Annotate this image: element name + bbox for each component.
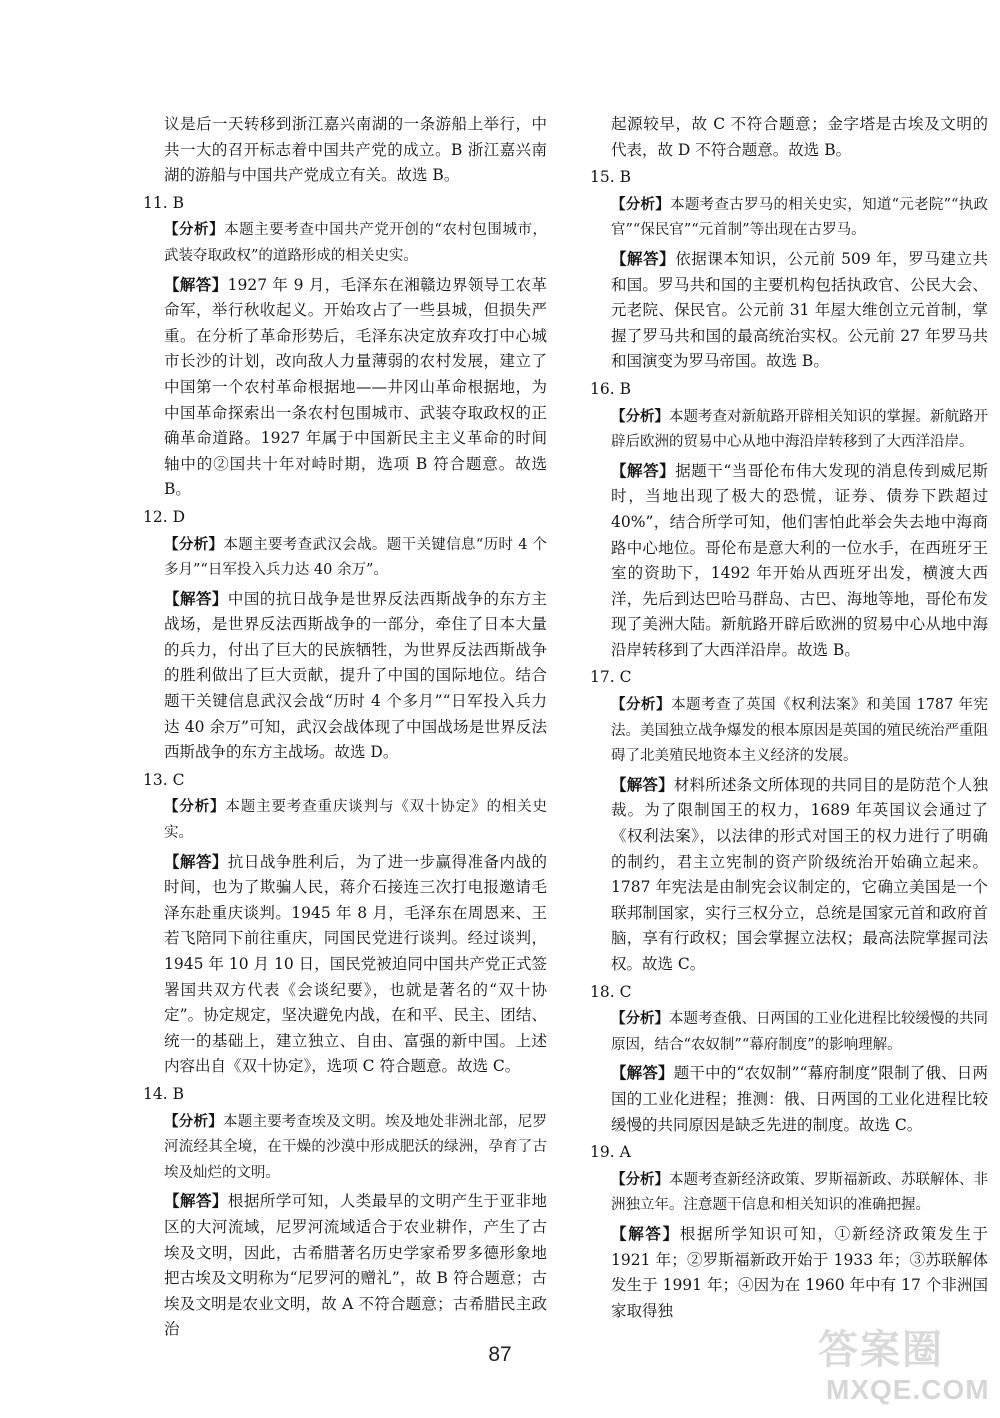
answer-paragraph bbox=[143, 1188, 547, 1343]
section-tag: 【分析】 bbox=[164, 798, 226, 816]
question-number bbox=[143, 505, 547, 531]
question-number-text: 11. B bbox=[143, 193, 184, 212]
section-tag: 【解答】 bbox=[611, 1063, 674, 1083]
answer-paragraph bbox=[590, 772, 988, 978]
question-number bbox=[590, 165, 988, 191]
question-number-text: 16. B bbox=[590, 379, 631, 398]
paragraph-text: 本题主要考查中国共产党开创的“农村包围城市，武装夺取政权”的道路形成的相关史实。 bbox=[164, 222, 547, 264]
question-number-text: 12. D bbox=[143, 507, 186, 526]
question-number bbox=[590, 1140, 988, 1166]
paragraph-text: 中国的抗日战争是世界反法西斯战争的东方主战场，是世界反法西斯战争的一部分，牵住了日本大量的兵力，付出了巨大的民族牺牲，为世界反法西斯战争的胜利做出了巨大贡献，提升了中国的国际地位。结合题干关键信息武汉会战“历时 4 个多月”“日军投入兵力达 40 余万”可知，武汉会战体现了中国战场是世界反法西斯战争的东方主战场。故选 D。 bbox=[164, 589, 547, 762]
question-number bbox=[143, 1082, 547, 1108]
page-number: 87 bbox=[488, 1343, 512, 1366]
paragraph-text: 根据所学可知，人类最早的文明产生于亚非地区的大河流域，尼罗河流域适合于农业耕作，产生了古埃及文明，因此，古希腊著名历史学家希罗多德形象地把古埃及文明称为“尼罗河的赠礼”，故 B 符合题意；古埃及文明是农业文明，故 A 不符合题意；古希腊民主政治 bbox=[164, 1192, 547, 1339]
answer-paragraph bbox=[143, 586, 547, 766]
paragraph-text: 本题考查古罗马的相关史实，知道“元老院”“执政官”“保民官”“元首制”等出现在古罗马。 bbox=[611, 196, 989, 239]
analysis-paragraph bbox=[590, 404, 988, 456]
section-tag: 【分析】 bbox=[611, 696, 672, 714]
watermark-logo-text: 答案圈 bbox=[818, 1327, 944, 1373]
analysis-paragraph bbox=[590, 1006, 988, 1058]
question-number bbox=[590, 665, 988, 691]
paragraph-text: 依据课本知识，公元前 509 年，罗马建立共和国。罗马共和国的主要机构包括执政官、公民大会、元老院、保民官。公元前 31 年屋大维创立元首制，掌握了罗马共和国的最高统治实权。公元前 27 年罗马共和国演变为罗马帝国。故选 B。 bbox=[611, 249, 988, 371]
paragraph-text: 题干中的“农奴制”“幕府制度”限制了俄、日两国的工业化进程；推测：俄、日两国的工业化进程比较缓慢的共同原因是缺乏先进的制度。故选 C。 bbox=[611, 1064, 988, 1134]
paragraph-text: 本题考查新经济政策、罗斯福新政、苏联解体、非洲独立年。注意题干信息和相关知识的准确把握。 bbox=[611, 1171, 988, 1214]
analysis-paragraph bbox=[143, 532, 547, 584]
paragraph-text: 据题干“当哥伦布伟大发现的消息传到威尼斯时，当地出现了极大的恐慌，证券、债券下跌超过 40%”，结合所学可知，他们害怕此举会失去地中海商路中心地位。哥伦布是意大利的一位水手，在西班牙王室的资助下，1492 年开始从西班牙出发，横渡大西洋，先后到达巴哈马群岛、古巴、海地等地，哥伦布发现了美洲大陆。新航路开辟后欧洲的贸易中心从地中海沿岸转移到了大西洋沿岸。故选 B。 bbox=[611, 461, 988, 659]
section-tag: 【解答】 bbox=[611, 460, 676, 480]
paragraph-text: 根据所学知识可知，①新经济政策发生于 1921 年；②罗斯福新政开始于 1933 年；③苏联解体发生于 1991 年；④因为在 1960 年中有 17 个非洲国家取得独 bbox=[611, 1224, 988, 1320]
paragraph-text: 议是后一天转移到浙江嘉兴南湖的一条游船上举行，中共一大的召开标志着中国共产党的成立。B 浙江嘉兴南湖的游船与中国共产党成立有关。故选 B。 bbox=[164, 115, 547, 185]
paragraph-text: 本题考查对新航路开辟相关知识的掌握。新航路开辟后欧洲的贸易中心从地中海沿岸转移到了大西洋沿岸。 bbox=[611, 408, 988, 451]
paragraph-text: 本题主要考查武汉会战。题干关键信息“历时 4 个多月”“日军投入兵力达 40 余万”。 bbox=[164, 536, 547, 579]
question-number bbox=[143, 191, 547, 217]
paragraph-text: 材料所述条文所体现的共同目的是防范个人独裁。为了限制国王的权力，1689 年英国议会通过了《权利法案》，以法律的形式对国王的权力进行了明确的制约，君主立宪制的资产阶级统治开始确立起来。1787 年宪法是由制宪会议制定的，它确立美国是一个联邦制国家，实行三权分立，总统是国家元首和政府首脑，享有行政权；国会掌握立法权；最高法院掌握司法权。故选 C。 bbox=[611, 775, 988, 973]
analysis-paragraph bbox=[143, 794, 547, 846]
paragraph-text: 本题考查了英国《权利法案》和美国 1787 年宪法。美国独立战争爆发的根本原因是英国的殖民统治严重阻碍了北美殖民地资本主义经济的发展。 bbox=[611, 697, 989, 765]
paragraph-text: 本题考查俄、日两国的工业化进程比较缓慢的共同原因，结合“农奴制”“幕府制度”的影响理解。 bbox=[611, 1011, 988, 1053]
section-tag: 【解答】 bbox=[611, 774, 674, 794]
section-tag: 【分析】 bbox=[611, 1010, 669, 1028]
paragraph-text: 抗日战争胜利后，为了进一步赢得准备内战的时间，也为了欺骗人民，蒋介石接连三次打电报邀请毛泽东赴重庆谈判。1945 年 8 月，毛泽东在周恩来、王若飞陪同下前往重庆，同国民党进行谈判。经过谈判，1945 年 10 月 10 日，国民党被迫同中国共产党正式签署国共双方代表《会谈纪要》，也就是著名的“双十协定”。协定规定，坚决避免内战，在和平、民主、团结、统一的基础上，建立独立、自由、富强的新中国。上述内容出自《双十协定》，选项 C 符合题意。故选 C。 bbox=[164, 852, 547, 1076]
section-tag: 【分析】 bbox=[611, 1170, 669, 1188]
answer-paragraph bbox=[590, 1221, 988, 1324]
question-number-text: 19. A bbox=[590, 1143, 631, 1162]
watermark-logo bbox=[818, 1326, 993, 1414]
section-tag: 【解答】 bbox=[164, 588, 228, 608]
section-tag: 【分析】 bbox=[611, 407, 669, 425]
question-number bbox=[590, 377, 988, 403]
section-tag: 【分析】 bbox=[164, 535, 224, 553]
analysis-paragraph bbox=[143, 1109, 547, 1187]
answer-paragraph bbox=[143, 849, 547, 1080]
question-number-text: 18. C bbox=[590, 982, 632, 1001]
question-number-text: 14. B bbox=[143, 1084, 184, 1103]
question-number-text: 15. B bbox=[590, 168, 631, 187]
paragraph-text: 起源较早，故 C 不符合题意；金字塔是古埃及文明的代表，故 D 不符合题意。故选 B。 bbox=[611, 115, 988, 159]
answer-paragraph bbox=[590, 246, 988, 375]
section-tag: 【解答】 bbox=[164, 274, 228, 294]
analysis-paragraph bbox=[590, 1167, 988, 1219]
analysis-paragraph bbox=[590, 692, 988, 770]
right-column bbox=[590, 112, 988, 1326]
section-tag: 【解答】 bbox=[611, 248, 676, 268]
analysis-paragraph bbox=[590, 192, 988, 244]
watermark-site: MXQE.COM bbox=[826, 1374, 990, 1405]
question-number-text: 17. C bbox=[590, 668, 632, 687]
paragraph-text: 1927 年 9 月，毛泽东在湘赣边界领导工农革命军，举行秋收起义。开始攻占了一些县城，但损失严重。在分析了革命形势后，毛泽东决定放弃攻打中心城市长沙的计划，改向敌人力量薄弱的农村发展，建立了中国第一个农村革命根据地——井冈山革命根据地，为中国革命探索出一条农村包围城市、武装夺取政权的正确革命道路。1927 年属于中国新民主主义革命的时间轴中的②国共十年对峙时期，选项 B 符合题意。故选 B。 bbox=[164, 275, 547, 499]
analysis-paragraph bbox=[143, 217, 547, 269]
question-number-text: 13. C bbox=[143, 770, 185, 789]
answer-paragraph bbox=[143, 272, 547, 503]
question-number bbox=[590, 980, 988, 1006]
answer-paragraph bbox=[590, 1060, 988, 1138]
section-tag: 【解答】 bbox=[164, 851, 228, 871]
section-tag: 【分析】 bbox=[164, 221, 225, 239]
text-paragraph bbox=[143, 112, 547, 189]
section-tag: 【解答】 bbox=[164, 1191, 228, 1211]
paragraph-text: 本题主要考查重庆谈判与《双十协定》的相关史实。 bbox=[164, 799, 548, 842]
section-tag: 【分析】 bbox=[611, 195, 671, 213]
text-paragraph bbox=[590, 112, 988, 163]
section-tag: 【分析】 bbox=[164, 1112, 223, 1130]
question-number bbox=[143, 768, 547, 794]
answer-paragraph bbox=[590, 458, 988, 664]
section-tag: 【解答】 bbox=[611, 1223, 680, 1243]
paragraph-text: 本题主要考查埃及文明。埃及地处非洲北部，尼罗河流经其全境，在干燥的沙漠中形成肥沃的绿洲，孕育了古埃及灿烂的文明。 bbox=[164, 1113, 548, 1181]
left-column bbox=[143, 112, 547, 1345]
